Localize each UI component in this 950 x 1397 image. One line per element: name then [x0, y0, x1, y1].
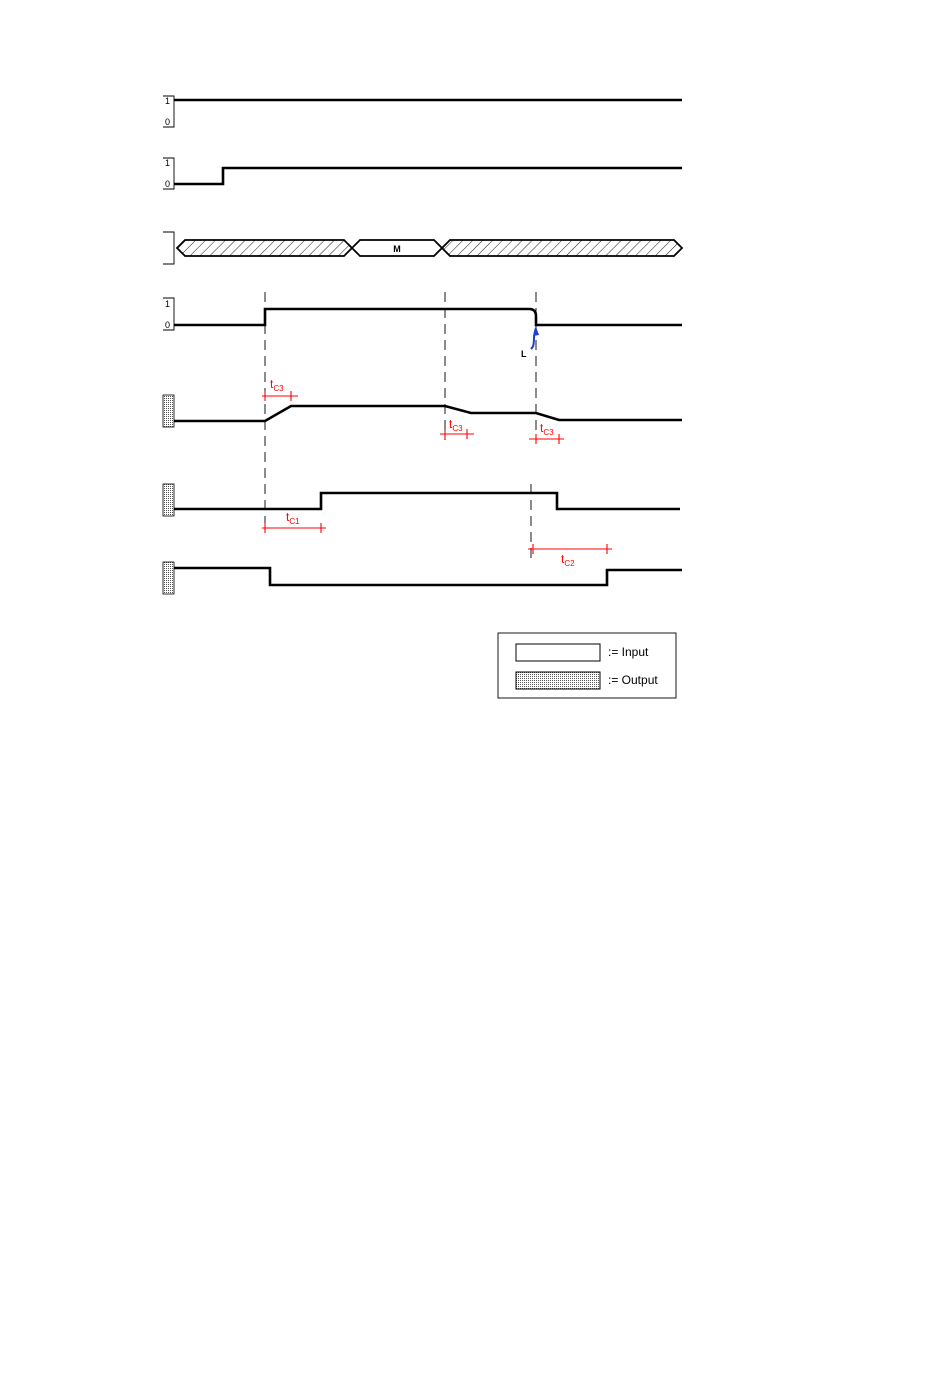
signal-2-waveform: [174, 168, 682, 184]
signal-4-level-low: 0: [165, 320, 171, 330]
signal-3-bus-label: M: [393, 244, 401, 254]
tc3-b-t: t: [449, 417, 453, 431]
tc3-a-label: [270, 377, 284, 393]
tc3-c-label: [540, 421, 554, 437]
signal-1-level-low: 0: [165, 117, 171, 127]
tc1-label: [286, 510, 300, 526]
tc2-label: [561, 552, 575, 568]
tc3-c-t: t: [540, 421, 544, 435]
signal-2-level-low: 0: [165, 179, 171, 189]
signal-5-output-marker: [163, 395, 174, 427]
legend-input-label: := Input: [608, 645, 649, 659]
signal-1: [163, 96, 682, 127]
tc3-a-t: t: [270, 377, 274, 391]
signal-6-output-marker: [163, 484, 174, 516]
signal-6: [163, 484, 680, 533]
signal-4-level-high: 1: [165, 299, 171, 309]
legend-output-swatch: [516, 672, 600, 689]
tc3-b-sub: C3: [452, 424, 463, 433]
signal-3-bracket: [163, 232, 174, 264]
signal-2: [163, 158, 682, 189]
tc2-sub: C2: [564, 559, 575, 568]
legend: [498, 633, 676, 698]
time-markers: [265, 292, 536, 560]
signal-5: [163, 377, 682, 444]
signal-2-level-high: 1: [165, 158, 171, 168]
tc2-t: t: [561, 552, 565, 566]
signal-7-waveform: [174, 568, 682, 585]
signal-1-level-high: 1: [165, 96, 171, 106]
tc3-b-label: [449, 417, 463, 433]
tc1-t: t: [286, 510, 290, 524]
signal-5-waveform: [174, 406, 682, 421]
legend-output-label: := Output: [608, 673, 658, 687]
tc3-c-sub: C3: [543, 428, 554, 437]
tc3-a-sub: C3: [273, 384, 284, 393]
signal-7-output-marker: [163, 562, 174, 594]
signal-3-bus-hatched-1: [177, 240, 352, 256]
legend-input-swatch: [516, 644, 600, 661]
signal-6-waveform: [174, 493, 680, 509]
signal-4-edge-label: L: [521, 349, 527, 359]
tc1-sub: C1: [289, 517, 300, 526]
signal-3: [163, 232, 682, 264]
signal-7: [163, 544, 682, 594]
signal-3-bus-hatched-2: [442, 240, 682, 256]
signal-4-waveform: [174, 309, 682, 325]
signal-4: [163, 298, 682, 359]
